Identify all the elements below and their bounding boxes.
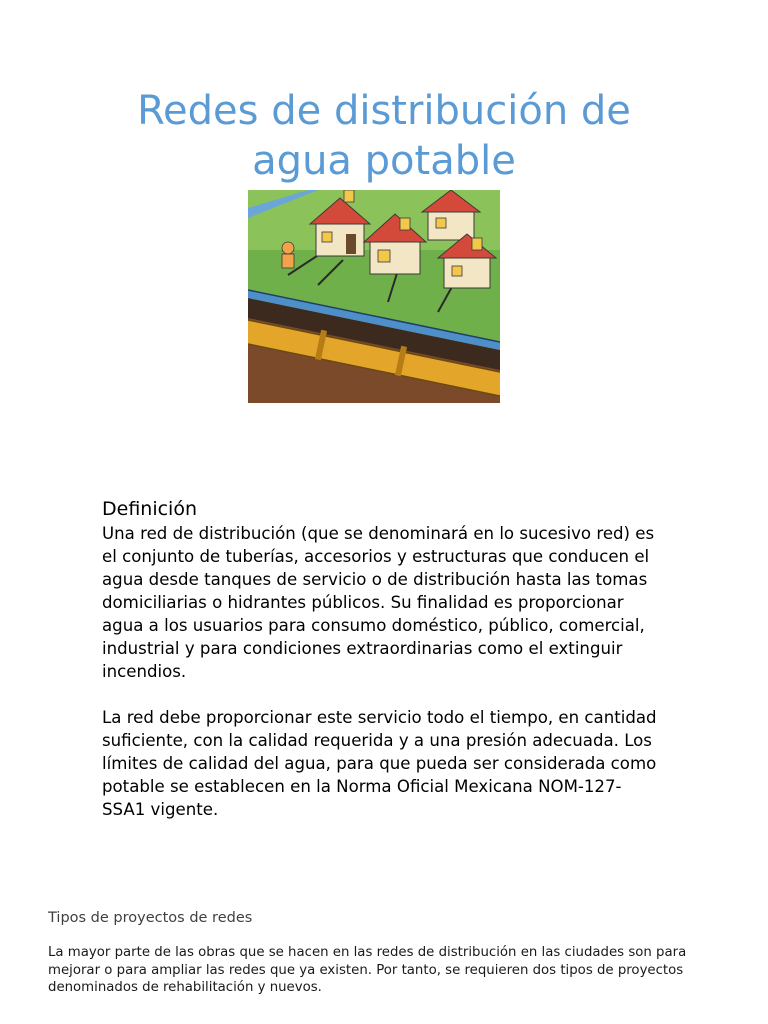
water-distribution-network-illustration (248, 190, 500, 403)
section-heading-tipos: Tipos de proyectos de redes (48, 910, 253, 926)
page-title (0, 86, 768, 186)
definition-heading: Definición (102, 498, 197, 520)
definition-body (102, 522, 662, 866)
page-title-line-1: Redes de distribución de (137, 88, 631, 134)
section-paragraph-tipos: La mayor parte de las obras que se hacen en las redes de distribución en las ciudades son para mejorar o para ampliar las redes que ya existen. Por tanto, se requieren dos tipos de proyectos denominados de rehabilitación y nuevos. (48, 945, 687, 995)
definition-paragraph-1: Una red de distribución (que se denominará en lo sucesivo red) es el conjunto de tuberías, accesorios y estructuras que conducen el agua desde tanques de servicio o de distribución hasta las tomas domiciliarias o hidrantes públicos. Su finalidad es proporcionar agua a los usuarios para consumo doméstico, público, comercial, industrial y para condiciones extraordinarias como el extinguir incendios. (102, 524, 655, 681)
page-title-line-2: agua potable (252, 138, 516, 184)
definition-paragraph-2: La red debe proporcionar este servicio todo el tiempo, en cantidad suficiente, con la calidad requerida y a una presión adecuada. Los límites de calidad del agua, para que pueda ser considerada como potable se establecen en la Norma Oficial Mexicana NOM-127-SSA1 vigente. (102, 708, 657, 819)
definition-section (102, 496, 662, 866)
